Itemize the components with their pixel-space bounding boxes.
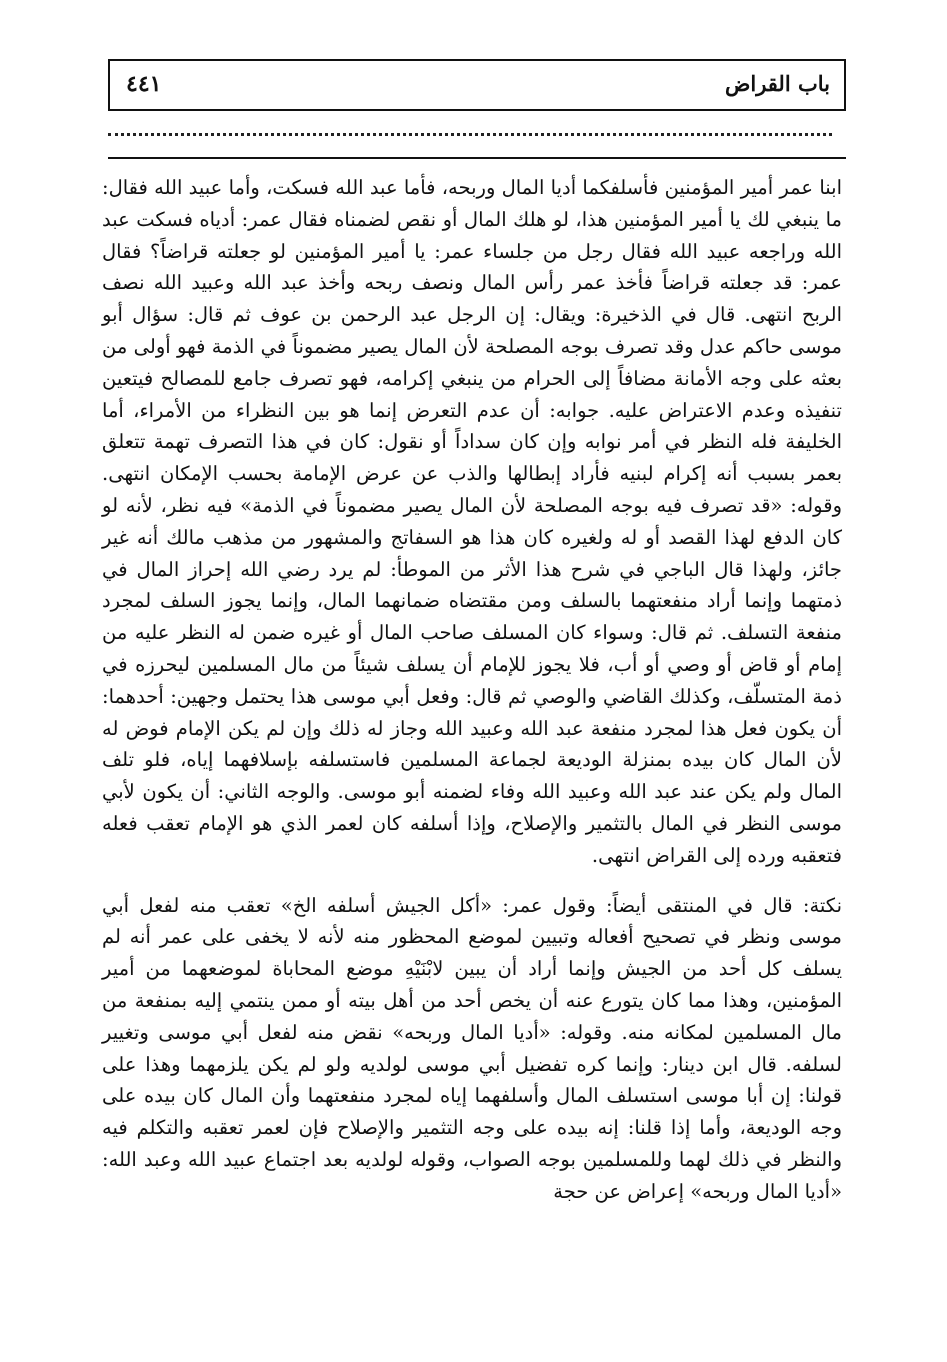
paragraph-1: ابنا عمر أمير المؤمنين فأسلفكما أديا المال وربحه، فأما عبد الله فسكت، وأما عبيد الله فقال: ما ينبغي لك يا أمير المؤمنين هذا، لو هلك المال أو نقص لضمناه فقال عمر: أدياه فسكت عبد الله وراجعه عبيد الله فقال رجل من جلساء عمر: يا أمير المؤمنين لو جعلته قراضاً؟ فقال عمر: قد جعلته قراضاً فأخذ عمر رأس المال ونصف ربحه وأخذ عبد الله وعبيد الله نصف الربح انتهى. قال في الذخيرة: ويقال: إن الرجل عبد الرحمن بن عوف ثم قال: سؤال أبو موسى حاكم عدل وقد تصرف بوجه المصلحة لأن المال يصير مضموناً في الذمة فهو أولى من بعثه على وجه الأمانة مضافاً إلى الحرام من ينبغي إكرامه، فهو تصرف جامع للمصالح فيتعين تنفيذه وعدم الاعتراض عليه. جوابه: أن عدم التعرض إنما هو بين النظراء من الأمراء، أما الخليفة فله النظر في أمر نوابه وإن كان سداداً أو نقول: كان في هذا التصرف تهمة تتعلق بعمر بسبب أنه إكرام لبنيه فأراد إبطالها والذب عن عرض الإمامة بحسب الإمكان انتهى. وقوله: «قد تصرف فيه بوجه المصلحة لأن المال يصير مضموناً في الذمة» فيه نظر، لأنه لو كان الدفع لهذا القصد أو له ولغيره كان هذا هو السفاتج والمشهور من مذهب مالك أنه غير جائز، ولهذا قال الباجي في شرح هذا الأثر من الموطأ: لم يرد رضي الله إحراز المال في ذمتهما وإنما أراد منفعتهما بالسلف ومن مقتضاه ضمانهما المال، وإنما يجوز السلف لمجرد منفعة التسلف. ثم قال: وسواء كان المسلف صاحب المال أو غيره ضمن له النظر عليه من إمام أو قاض أو وصي أو أب، فلا يجوز للإمام أن يسلف شيئاً من مال المسلمين ليحرزه في ذمة المتسلّف، وكذلك القاضي والوصي ثم قال: وفعل أبي موسى هذا يحتمل وجهين: أحدهما: أن يكون فعل هذا لمجرد منفعة عبد الله وعبيد الله وجاز له ذلك وإن لم يكن الإمام فوض له لأن المال كان بيده بمنزلة الوديعة لجماعة المسلمين فاستسلفه بإسلافهما إياه، فلو تلف المال ولم يكن عند عبد الله وعبيد الله وفاء لضمنه أبو موسى. والوجه الثاني: أن يكون لأبي موسى النظر في المال بالتثمير والإصلاح، وإذا أسلفه كان لعمر الذي هو الإمام تعقب فعله فتعقبه ورده إلى القراض انتهى.: [102, 176, 842, 867]
page-number: ٤٤١: [126, 71, 162, 97]
dotted-separator: [108, 133, 832, 136]
chapter-title: باب القراض: [725, 71, 830, 96]
running-header: [108, 59, 846, 111]
paragraph-2: نكتة: قال في المنتقى أيضاً: وقول عمر: «أكل الجيش أسلفه الخ» تعقب منه لفعل أبي موسى ونظر في تصحيح أفعاله وتبيين لموضع المحظور منه لأنه لا يخفى على عمر أنه لم يسلف كل أحد من الجيش وإنما أراد أن يبين لابْنَيْهِ موضع المحاباة لموضعهما من أمير المؤمنين، وهذا مما كان يتورع عنه أن يخص أحد من أهل بيته أو ممن ينتمي إليه بمنفعة من مال المسلمين لمكانه منه. وقوله: «أديا المال وربحه» نقض منه لفعل أبي موسى وتغيير لسلفه. قال ابن دينار: وإنما كره تفضيل أبي موسى لولديه ولو لم يكن يلزمهما وهذا على قولنا: إن أبا موسى استسلف المال وأسلفهما إياه لمجرد منفعتهما وأن المال كان بيده على وجه الوديعة، وأما إذا قلنا: إنه بيده على وجه التثمير والإصلاح فإن لعمر تعقبه والتكلم فيه والنظر في ذلك لهما وللمسلمين بوجه الصواب، وقوله لولديه بعد اجتماع عبيد الله وعبد الله: «أديا المال وربحه» إعراض عن حجة: [102, 893, 842, 1203]
header-rule: [108, 157, 846, 159]
page-body: [102, 172, 842, 1208]
